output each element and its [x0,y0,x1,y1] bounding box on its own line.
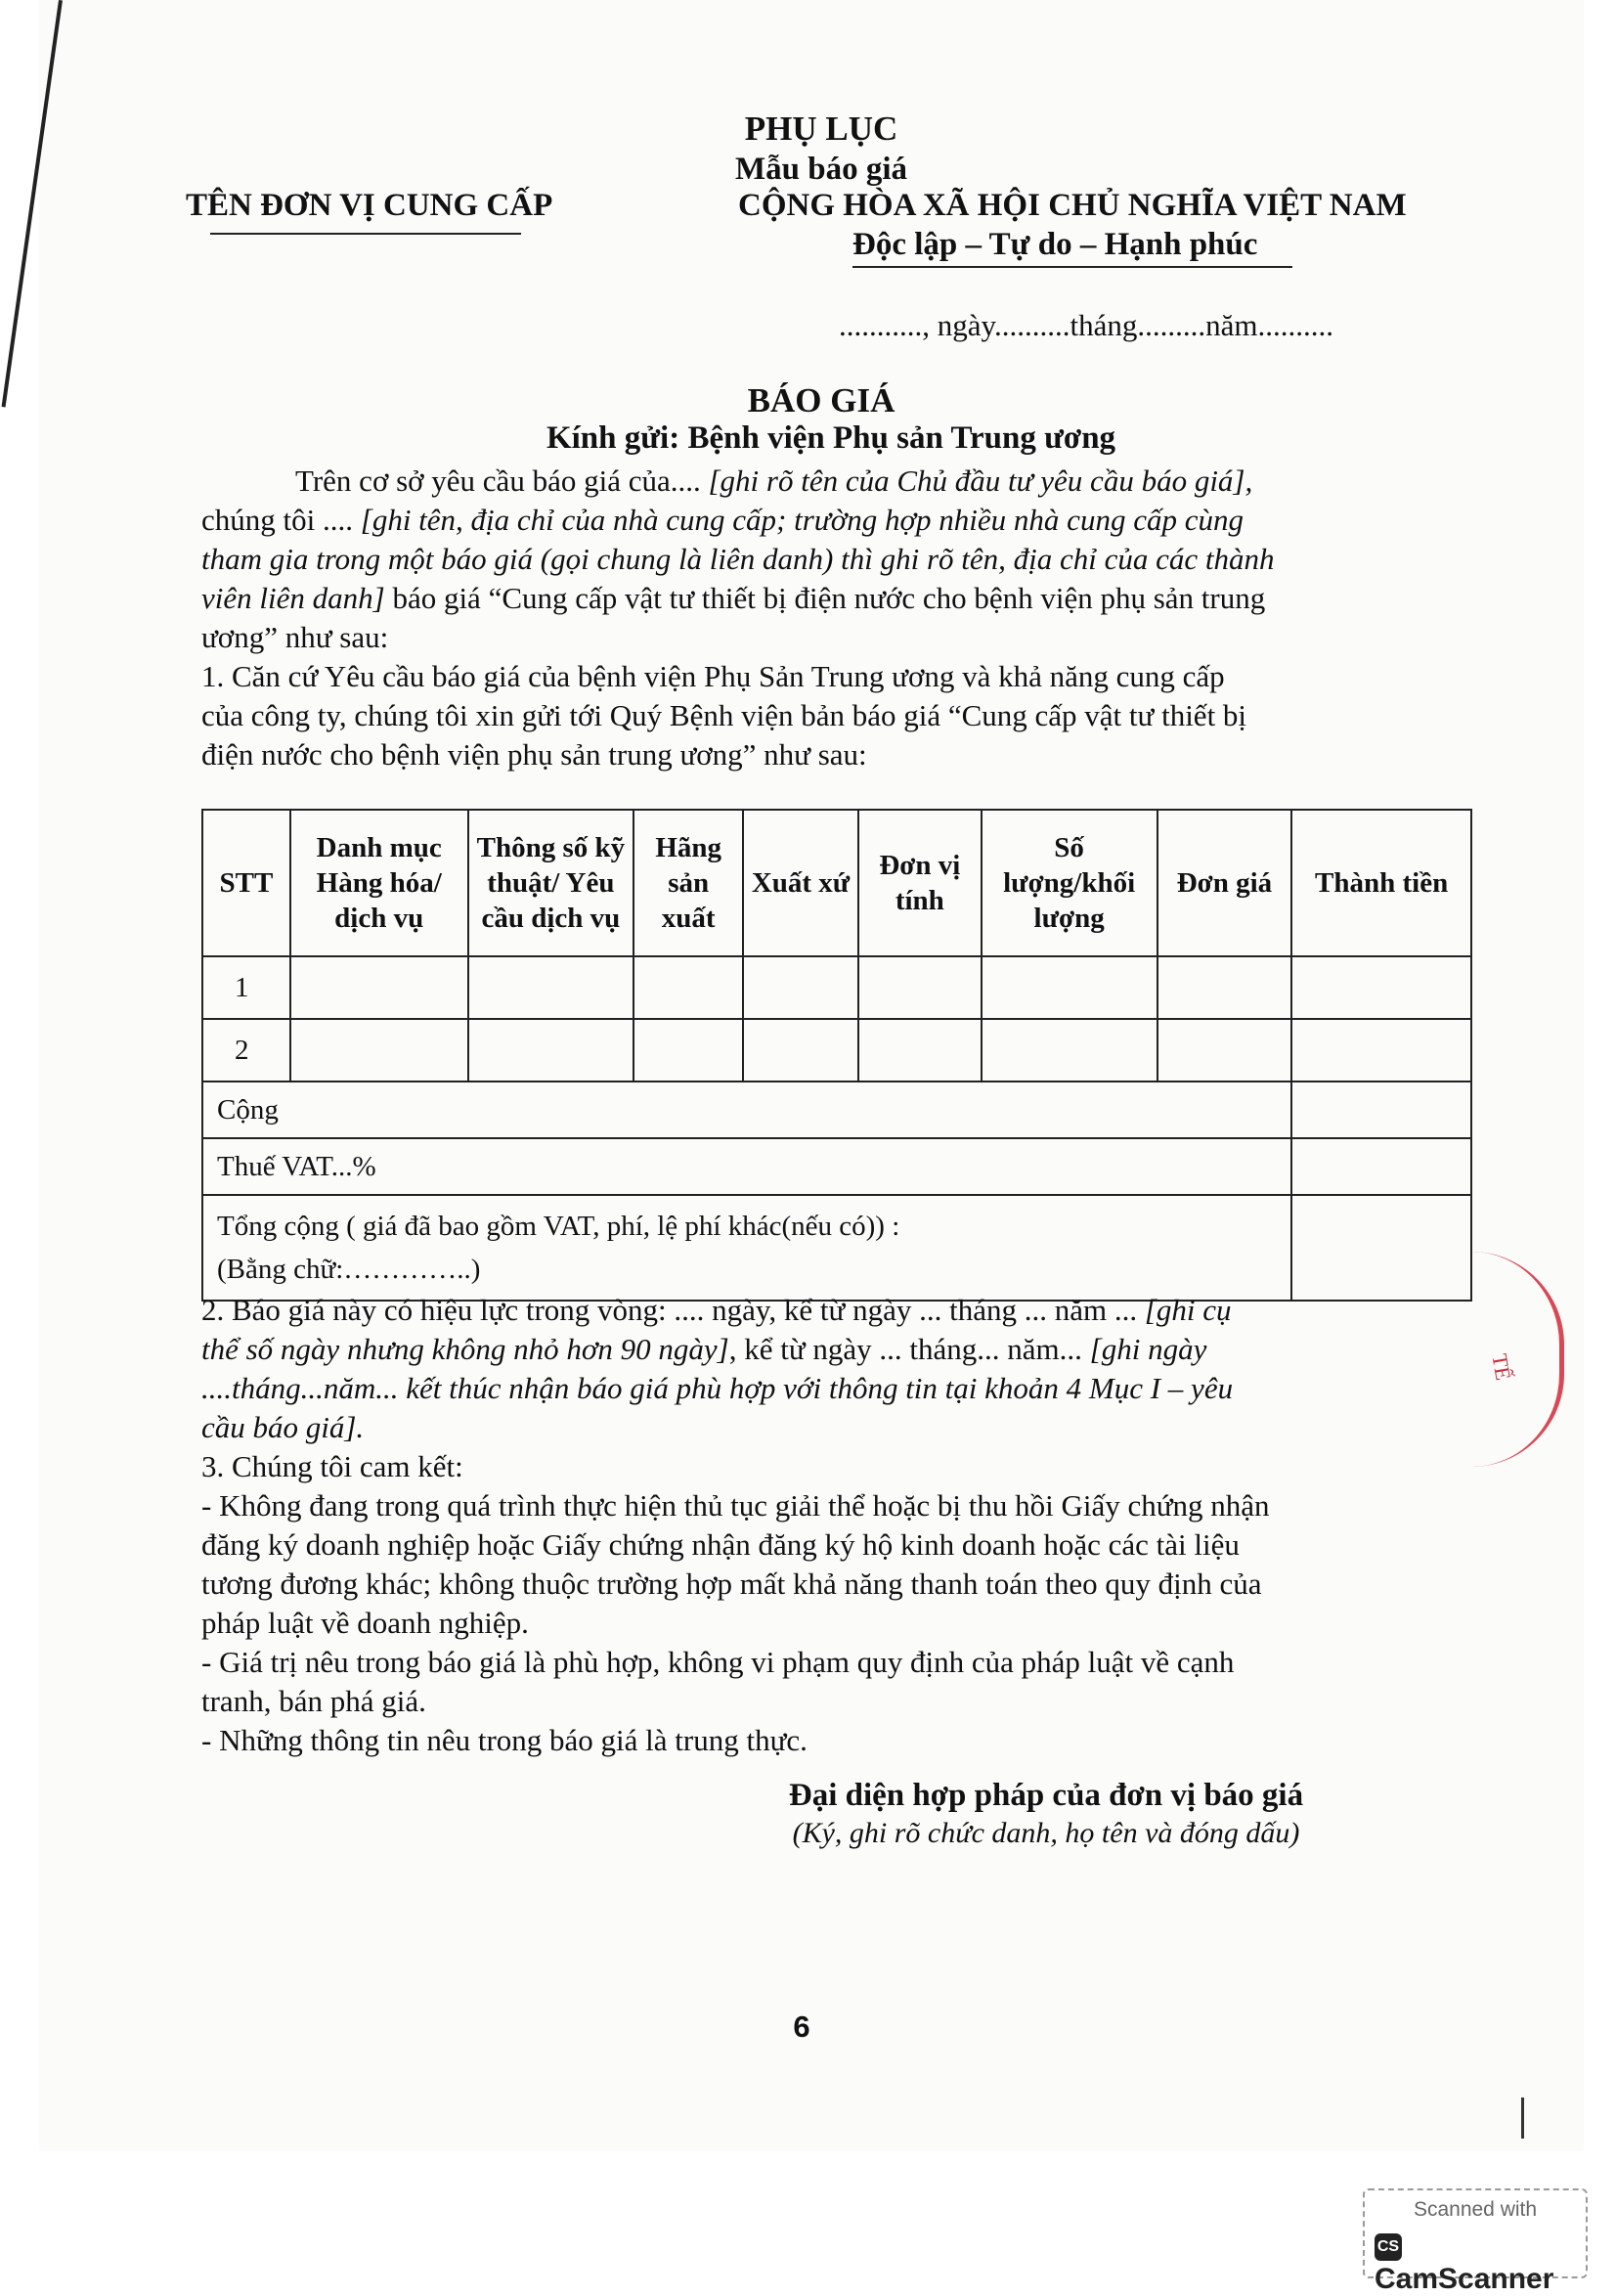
addressee: Kính gửi: Bệnh viện Phụ sản Trung ương [546,420,1116,456]
item1-line-b: của công ty, chúng tôi xin gửi tới Quý Bệnh viện bản báo giá “Cung cấp vật tư thiết bị [201,698,1247,732]
camscanner-logo-icon: CS [1375,2233,1402,2261]
commit3-line: - Những thông tin nêu trong báo giá là trung thực. [201,1723,808,1757]
item1-line-c: điện nước cho bệnh viện phụ sản trung ương” như sau: [201,737,867,772]
table-cell [743,1019,858,1082]
commit1-line-c: tương đương khác; không thuộc trường hợp mất khả năng thanh toán theo quy định của [201,1567,1262,1601]
total-value-cell [1291,1195,1471,1301]
vat-label: Thuế VAT...% [202,1138,1291,1195]
table-cell [468,956,634,1019]
table-cell [982,1019,1157,1082]
intro-text-3-italic: tham gia trong một báo giá (gọi chung là liên danh) thì ghi rõ tên, địa chỉ của các thành [201,542,1275,576]
item2-line-b-italic2: [ghi ngày [1089,1332,1207,1366]
table-cell [858,956,982,1019]
total-label-cell [202,1195,1291,1301]
table-cell [1291,956,1471,1019]
header-item: Danh mục Hàng hóa/ dịch vụ [290,810,468,956]
header-spec: Thông số kỹ thuật/ Yêu cầu dịch vụ [468,810,634,956]
table-cell [468,1019,634,1082]
header-amount: Thành tiền [1291,810,1471,956]
table-cell [743,956,858,1019]
appendix-subtitle: Mẫu báo giá [734,152,908,187]
header-unit: Đơn vị tính [858,810,982,956]
quote-table [201,809,1472,1302]
page-number: 6 [793,2009,810,2044]
signature-title: Đại diện hợp pháp của đơn vị báo giá [788,1778,1304,1813]
vat-value-cell [1291,1138,1471,1195]
supplier-underline [210,233,521,235]
table-cell [290,956,468,1019]
item2-line-c-italic: ....tháng...năm... kết thúc nhận báo giá phù hợp với thông tin tại khoản 4 Mục I – yêu [201,1371,1234,1405]
motto: Độc lập – Tự do – Hạnh phúc [852,227,1258,262]
commit1-line-a: - Không đang trong quá trình thực hiện thủ tục giải thể hoặc bị thu hồi Giấy chứng nhận [201,1488,1270,1523]
total-label: Tổng cộng ( giá đã bao gồm VAT, phí, lệ phí khác(nếu có)) : [217,1211,900,1242]
header-quantity: Số lượng/khối lượng [982,810,1157,956]
sum-label: Cộng [202,1082,1291,1138]
country-name: CỘNG HÒA XÃ HỘI CHỦ NGHĨA VIỆT NAM [738,188,1407,223]
item2-line-d-italic: cầu báo giá]. [201,1410,365,1444]
intro-text-5: ương” như sau: [201,620,389,654]
intro-paragraph [201,462,1472,774]
table-cell [1157,1019,1292,1082]
header-manufacturer: Hãng sản xuất [633,810,743,956]
commit2-line-a: - Giá trị nêu trong báo giá là phù hợp, không vi phạm quy định của pháp luật về cạnh [201,1645,1235,1679]
table-cell [1157,956,1292,1019]
sum-row [202,1082,1471,1138]
camscanner-brand [1375,2230,1586,2296]
commit1-line-d: pháp luật về doanh nghiệp. [201,1606,529,1640]
terms-section [201,1291,1472,1760]
intro-text-4-italic: viên liên danh] [201,581,385,615]
camscanner-brand-label: CamScanner [1375,2263,1554,2295]
table-cell [982,956,1157,1019]
intro-text-1: Trên cơ sở yêu cầu báo giá của.... [295,464,709,498]
table-cell [858,1019,982,1082]
intro-text-4: báo giá “Cung cấp vật tư thiết bị điện nước cho bệnh viện phụ sản trung [384,581,1266,615]
header-stt: STT [202,810,290,956]
sum-value-cell [1291,1082,1471,1138]
vat-row [202,1138,1471,1195]
table-cell [290,1019,468,1082]
total-in-words: (Bằng chữ:…………..) [217,1254,481,1285]
table-row [202,1019,1471,1082]
camscanner-badge [1363,2188,1588,2295]
item3-heading: 3. Chúng tôi cam kết: [201,1449,463,1483]
scanned-with-label: Scanned with [1413,2198,1538,2221]
document-title: BÁO GIÁ [747,381,895,419]
row-number: 2 [202,1019,290,1082]
item2-line-a: 2. Báo giá này có hiệu lực trong vòng: .... ngày, kể từ ngày ... tháng ... năm ... [201,1293,1145,1327]
item2-line-b: , kể từ ngày ... tháng... năm... [728,1332,1090,1366]
appendix-title: PHỤ LỤC [744,110,898,148]
total-row [202,1195,1471,1301]
header-unit-price: Đơn giá [1157,810,1292,956]
intro-text-2: chúng tôi .... [201,503,361,537]
stamp-text: TẾ [1487,1351,1516,1383]
item2-line-a-italic: [ghi cụ [1144,1293,1232,1327]
table-cell [1291,1019,1471,1082]
item1-line-a: 1. Căn cứ Yêu cầu báo giá của bệnh viện Phụ Sản Trung ương và khả năng cung cấp [201,659,1225,693]
commit1-line-b: đăng ký doanh nghiệp hoặc Giấy chứng nhận đăng ký hộ kinh doanh hoặc các tài liệu [201,1527,1240,1562]
motto-underline [852,266,1292,268]
row-number: 1 [202,956,290,1019]
intro-text-2-italic: [ghi tên, địa chỉ của nhà cung cấp; trường hợp nhiều nhà cung cấp cùng [360,503,1244,537]
header-origin: Xuất xứ [743,810,858,956]
commit2-line-b: tranh, bán phá giá. [201,1684,426,1718]
table-cell [633,1019,743,1082]
table-row [202,956,1471,1019]
item2-line-b-italic: thể số ngày nhưng không nhỏ hơn 90 ngày] [201,1332,729,1366]
signature-note: (Ký, ghi rõ chức danh, họ tên và đóng dấu) [792,1817,1300,1849]
date-line: ..........., ngày..........tháng.........năm.......... [839,308,1333,342]
intro-text-1-italic: [ghi rõ tên của Chủ đầu tư yêu cầu báo giá], [708,464,1253,498]
table-header-row [202,810,1471,956]
scan-mark [1521,2097,1524,2139]
table-cell [633,956,743,1019]
supplier-name: TÊN ĐƠN VỊ CUNG CẤP [186,188,553,223]
